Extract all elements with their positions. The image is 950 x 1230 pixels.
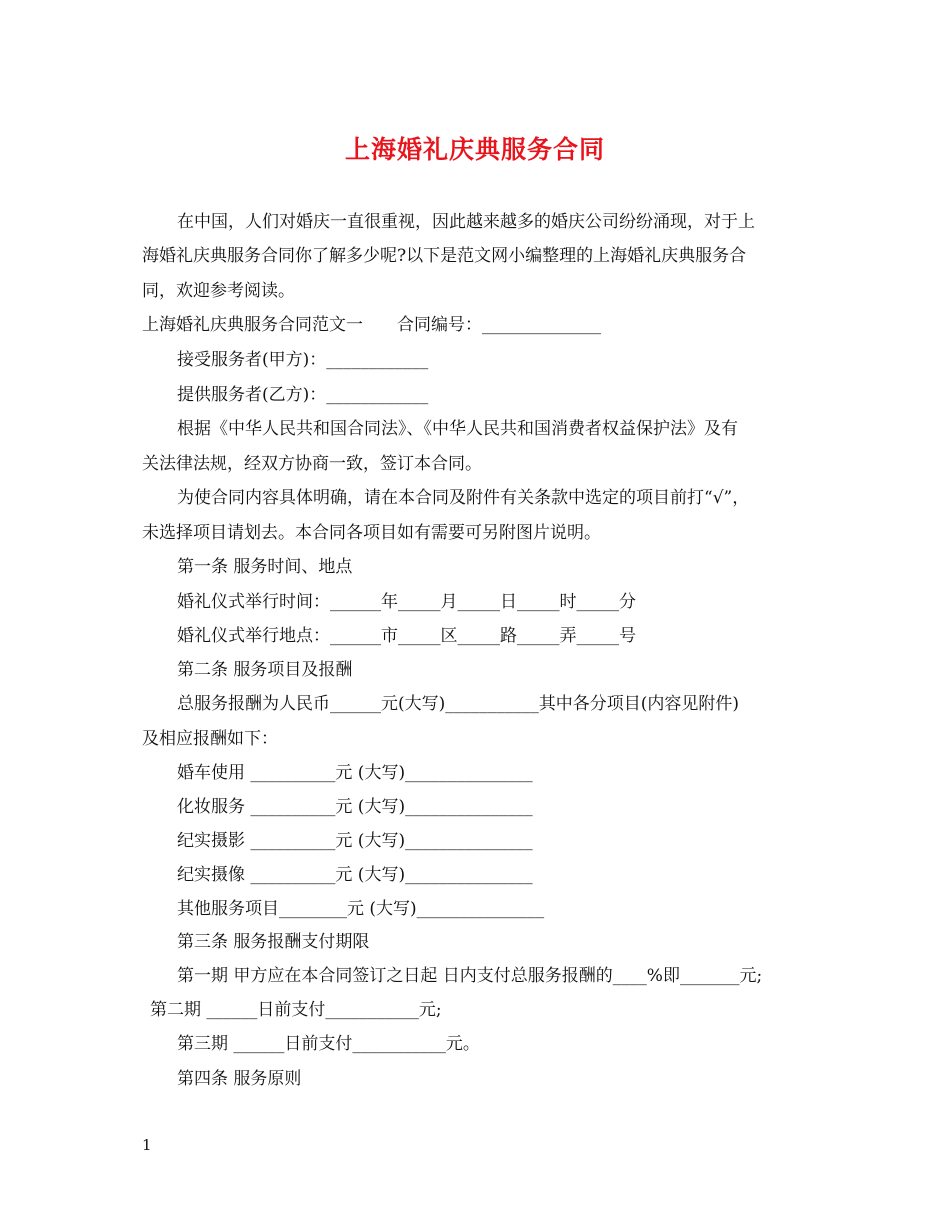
document-title: 上海婚礼庆典服务合同 — [344, 135, 605, 164]
payment-line: 第三期 ______日前支付___________元。 — [177, 1034, 480, 1054]
paragraph-line: 未选择项目请划去。本合同各项目如有需要可另附图片说明。 — [142, 523, 601, 543]
article-heading: 第二条 服务项目及报酬 — [177, 660, 353, 680]
ceremony-place-line: 婚礼仪式举行地点：______市_____区_____路_____弄_____号 — [177, 626, 636, 646]
fee-item-line: 纪实摄影 __________元 (大写)_______________ — [177, 831, 533, 851]
paragraph-line: 根据《中华人民共和国合同法》、《中华人民共和国消费者权益保护法》及有 — [177, 419, 738, 439]
fee-item-line: 化妆服务 __________元 (大写)_______________ — [177, 797, 533, 817]
paragraph-line: 在中国，人们对婚庆一直很重视，因此越来越多的婚庆公司纷纷涌现，对于上 — [177, 212, 755, 232]
party-a-line: 接受服务者(甲方)：____________ — [177, 350, 429, 370]
contract-number-line: 上海婚礼庆典服务合同范文一 合同编号：______________ — [142, 315, 601, 335]
payment-line: 第一期 甲方应在本合同签订之日起 日内支付总服务报酬的____%即_______元; — [177, 966, 763, 986]
paragraph-line: 同，欢迎参考阅读。 — [142, 281, 295, 301]
fee-item-line: 其他服务项目________元 (大写)_______________ — [177, 899, 545, 919]
page-number: 1 — [142, 1136, 152, 1154]
paragraph-line: 为使合同内容具体明确，请在本合同及附件有关条款中选定的项目前打“√”， — [177, 488, 750, 508]
article-heading: 第一条 服务时间、地点 — [177, 557, 353, 577]
ceremony-time-line: 婚礼仪式举行时间：______年_____月_____日_____时_____分 — [177, 592, 636, 612]
article-heading: 第三条 服务报酬支付期限 — [177, 932, 370, 952]
paragraph-line: 海婚礼庆典服务合同你了解多少呢?以下是范文网小编整理的上海婚礼庆典服务合 — [142, 246, 747, 266]
article-heading: 第四条 服务原则 — [177, 1069, 302, 1089]
paragraph-line: 总服务报酬为人民币______元(大写)___________其中各分项目(内容见附件) — [177, 694, 740, 714]
party-b-line: 提供服务者(乙方)：____________ — [177, 385, 429, 405]
paragraph-line: 关法律法规，经双方协商一致，签订本合同。 — [142, 454, 482, 474]
fee-item-line: 纪实摄像 __________元 (大写)_______________ — [177, 865, 533, 885]
paragraph-line: 及相应报酬如下： — [142, 729, 278, 749]
fee-item-line: 婚车使用 __________元 (大写)_______________ — [177, 763, 533, 783]
payment-line: 第二期 ______日前支付___________元; — [150, 1000, 442, 1020]
